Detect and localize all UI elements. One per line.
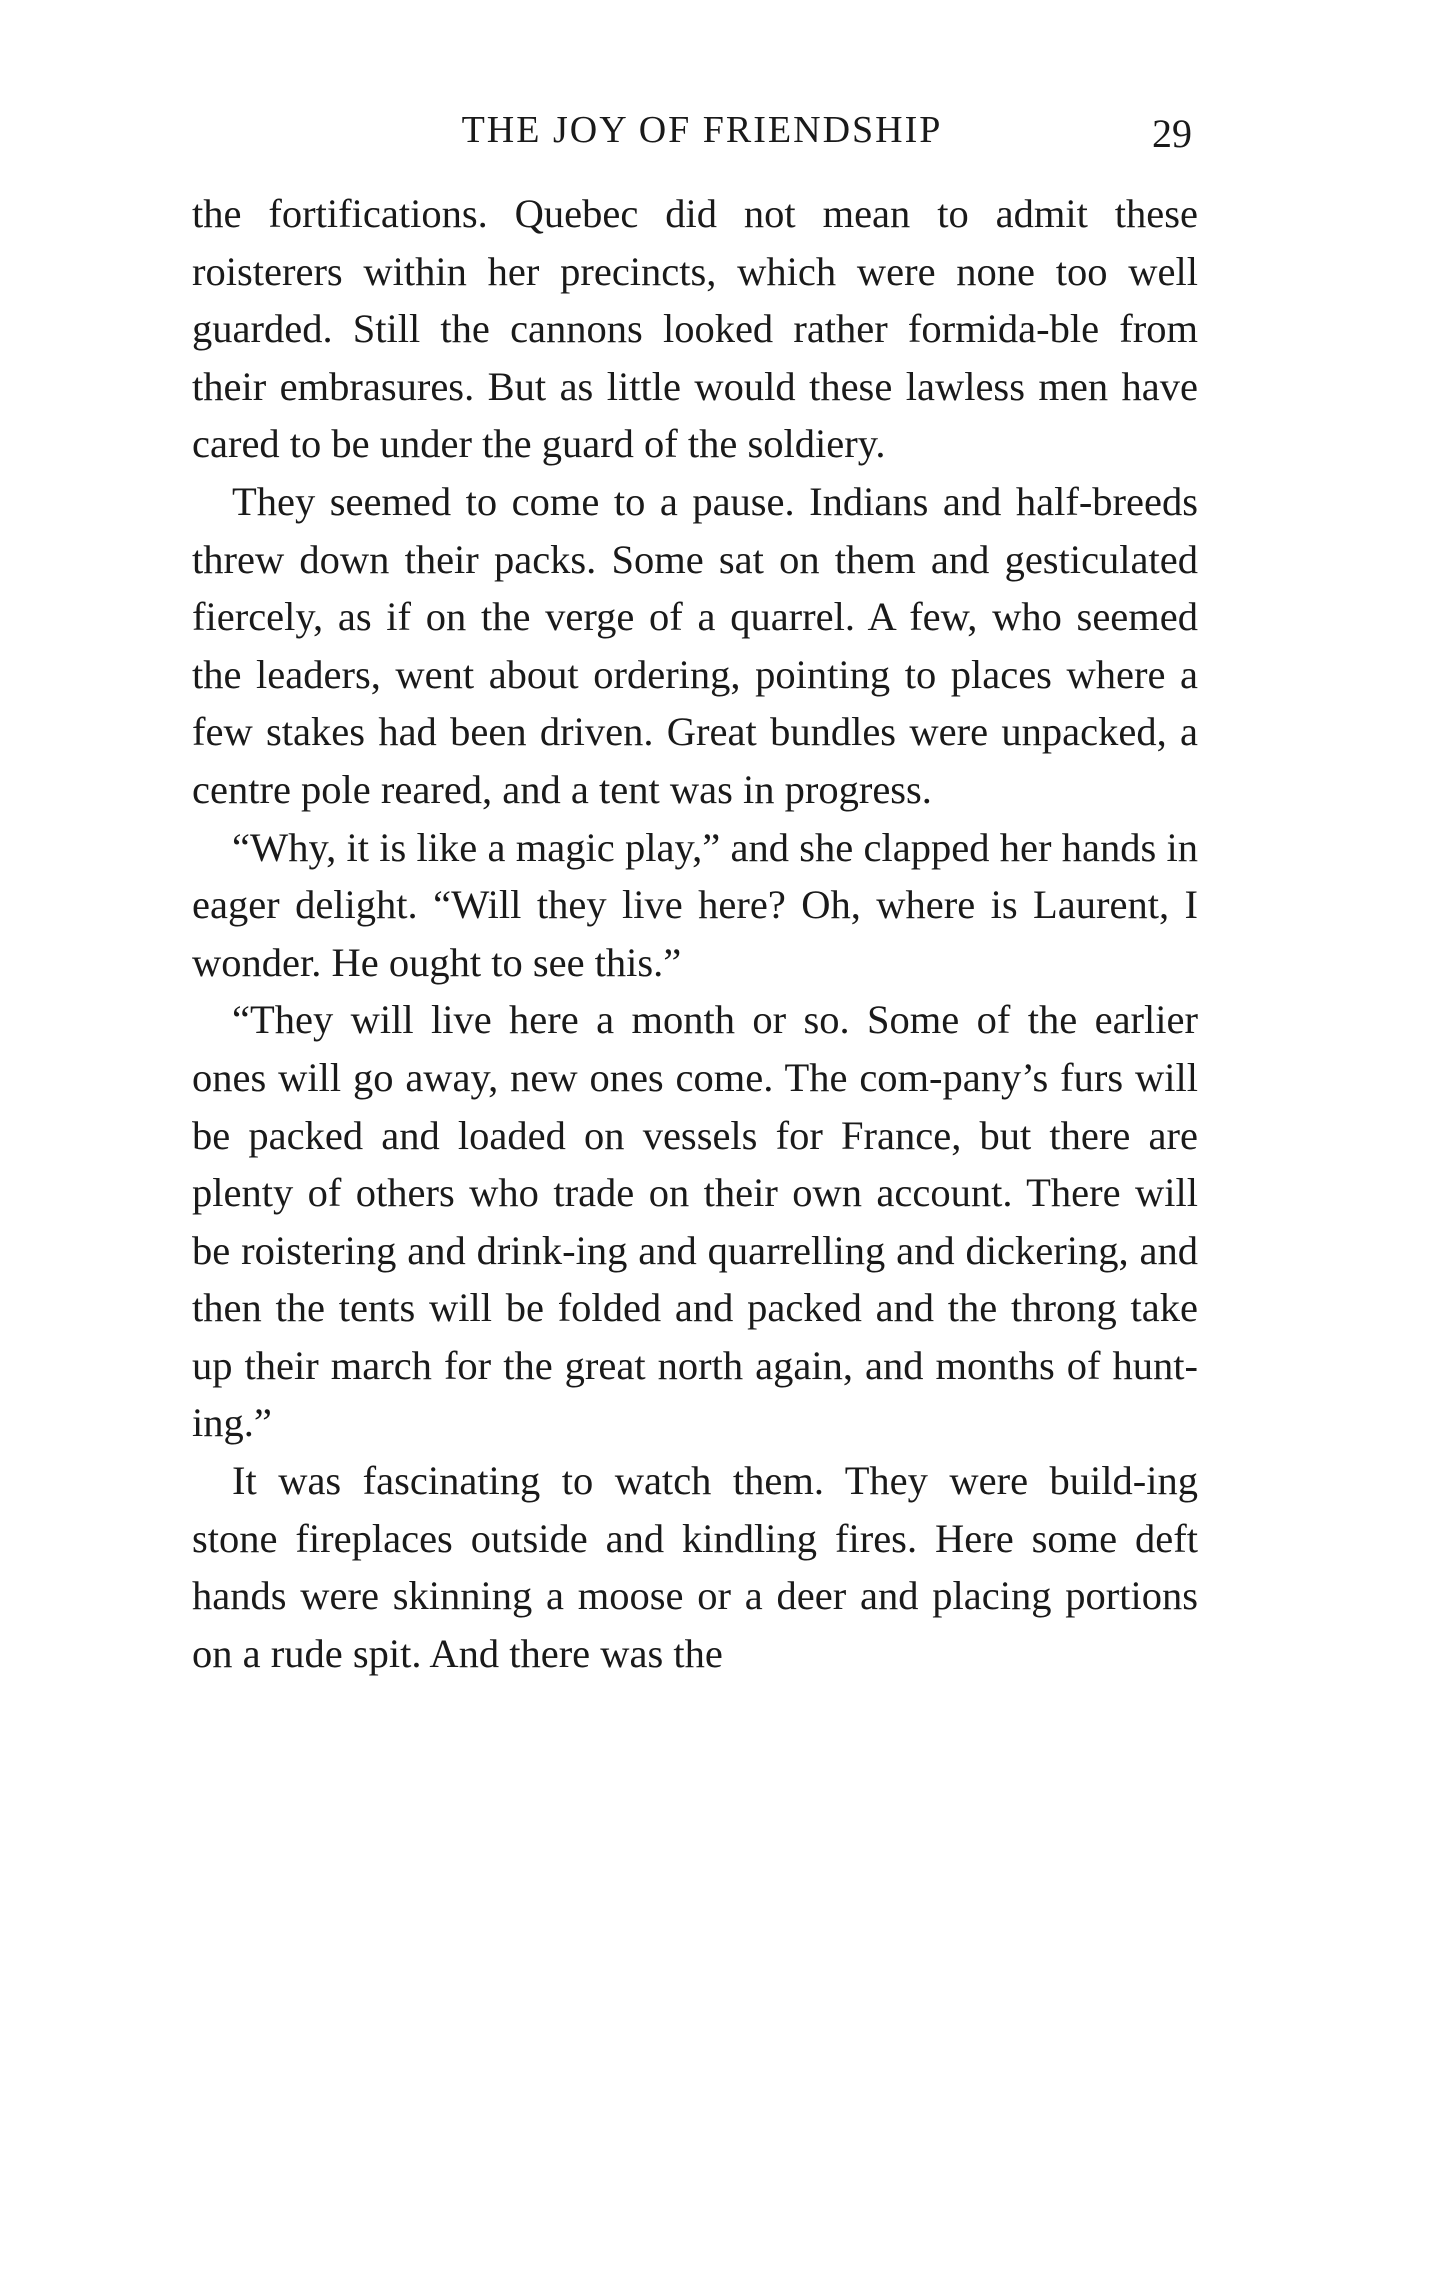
paragraph: It was fascinating to watch them. They were build-ing stone fireplaces outside and kindling fires. Here some deft hands were skinning a moose or a deer and placing portions on a rude spit. And there was the bbox=[192, 1458, 1198, 1676]
running-title: THE JOY OF FRIENDSHIP bbox=[461, 109, 943, 151]
page-number: 29 bbox=[1152, 111, 1192, 156]
body-text bbox=[192, 185, 1198, 1682]
paragraph: “Why, it is like a magic play,” and she clapped her hands in eager delight. “Will they live here? Oh, where is Laurent, I wonder. He ought to see this.” bbox=[192, 824, 1198, 985]
paragraph: They seemed to come to a pause. Indians and half-breeds threw down their packs. Some sat on them and gesticulated fiercely, as if on the verge of a quarrel. A few, who seemed the leaders, went about ordering, pointing to places where a few stakes had been driven. Great bundles were unpacked, a centre pole reared, and a tent was in progress. bbox=[192, 478, 1198, 812]
paragraph: “They will live here a month or so. Some of the earlier ones will go away, new ones come. The com-pany’s furs will be packed and loaded on vessels for France, but there are plenty of others who trade on their own account. There will be roistering and drink-ing and quarrelling and dickering, and then the tents will be folded and packed and the throng take up their march for the great north again, and months of hunt-ing.” bbox=[192, 997, 1198, 1446]
running-head bbox=[192, 108, 1212, 158]
paragraph-continued: the fortifications. Quebec did not mean to admit these roisterers within her precincts, which were none too well guarded. Still the cannons looked rather formida-ble from their embrasures. But as little would these lawless men have cared to be under the guard of the soldiery. bbox=[192, 191, 1198, 467]
